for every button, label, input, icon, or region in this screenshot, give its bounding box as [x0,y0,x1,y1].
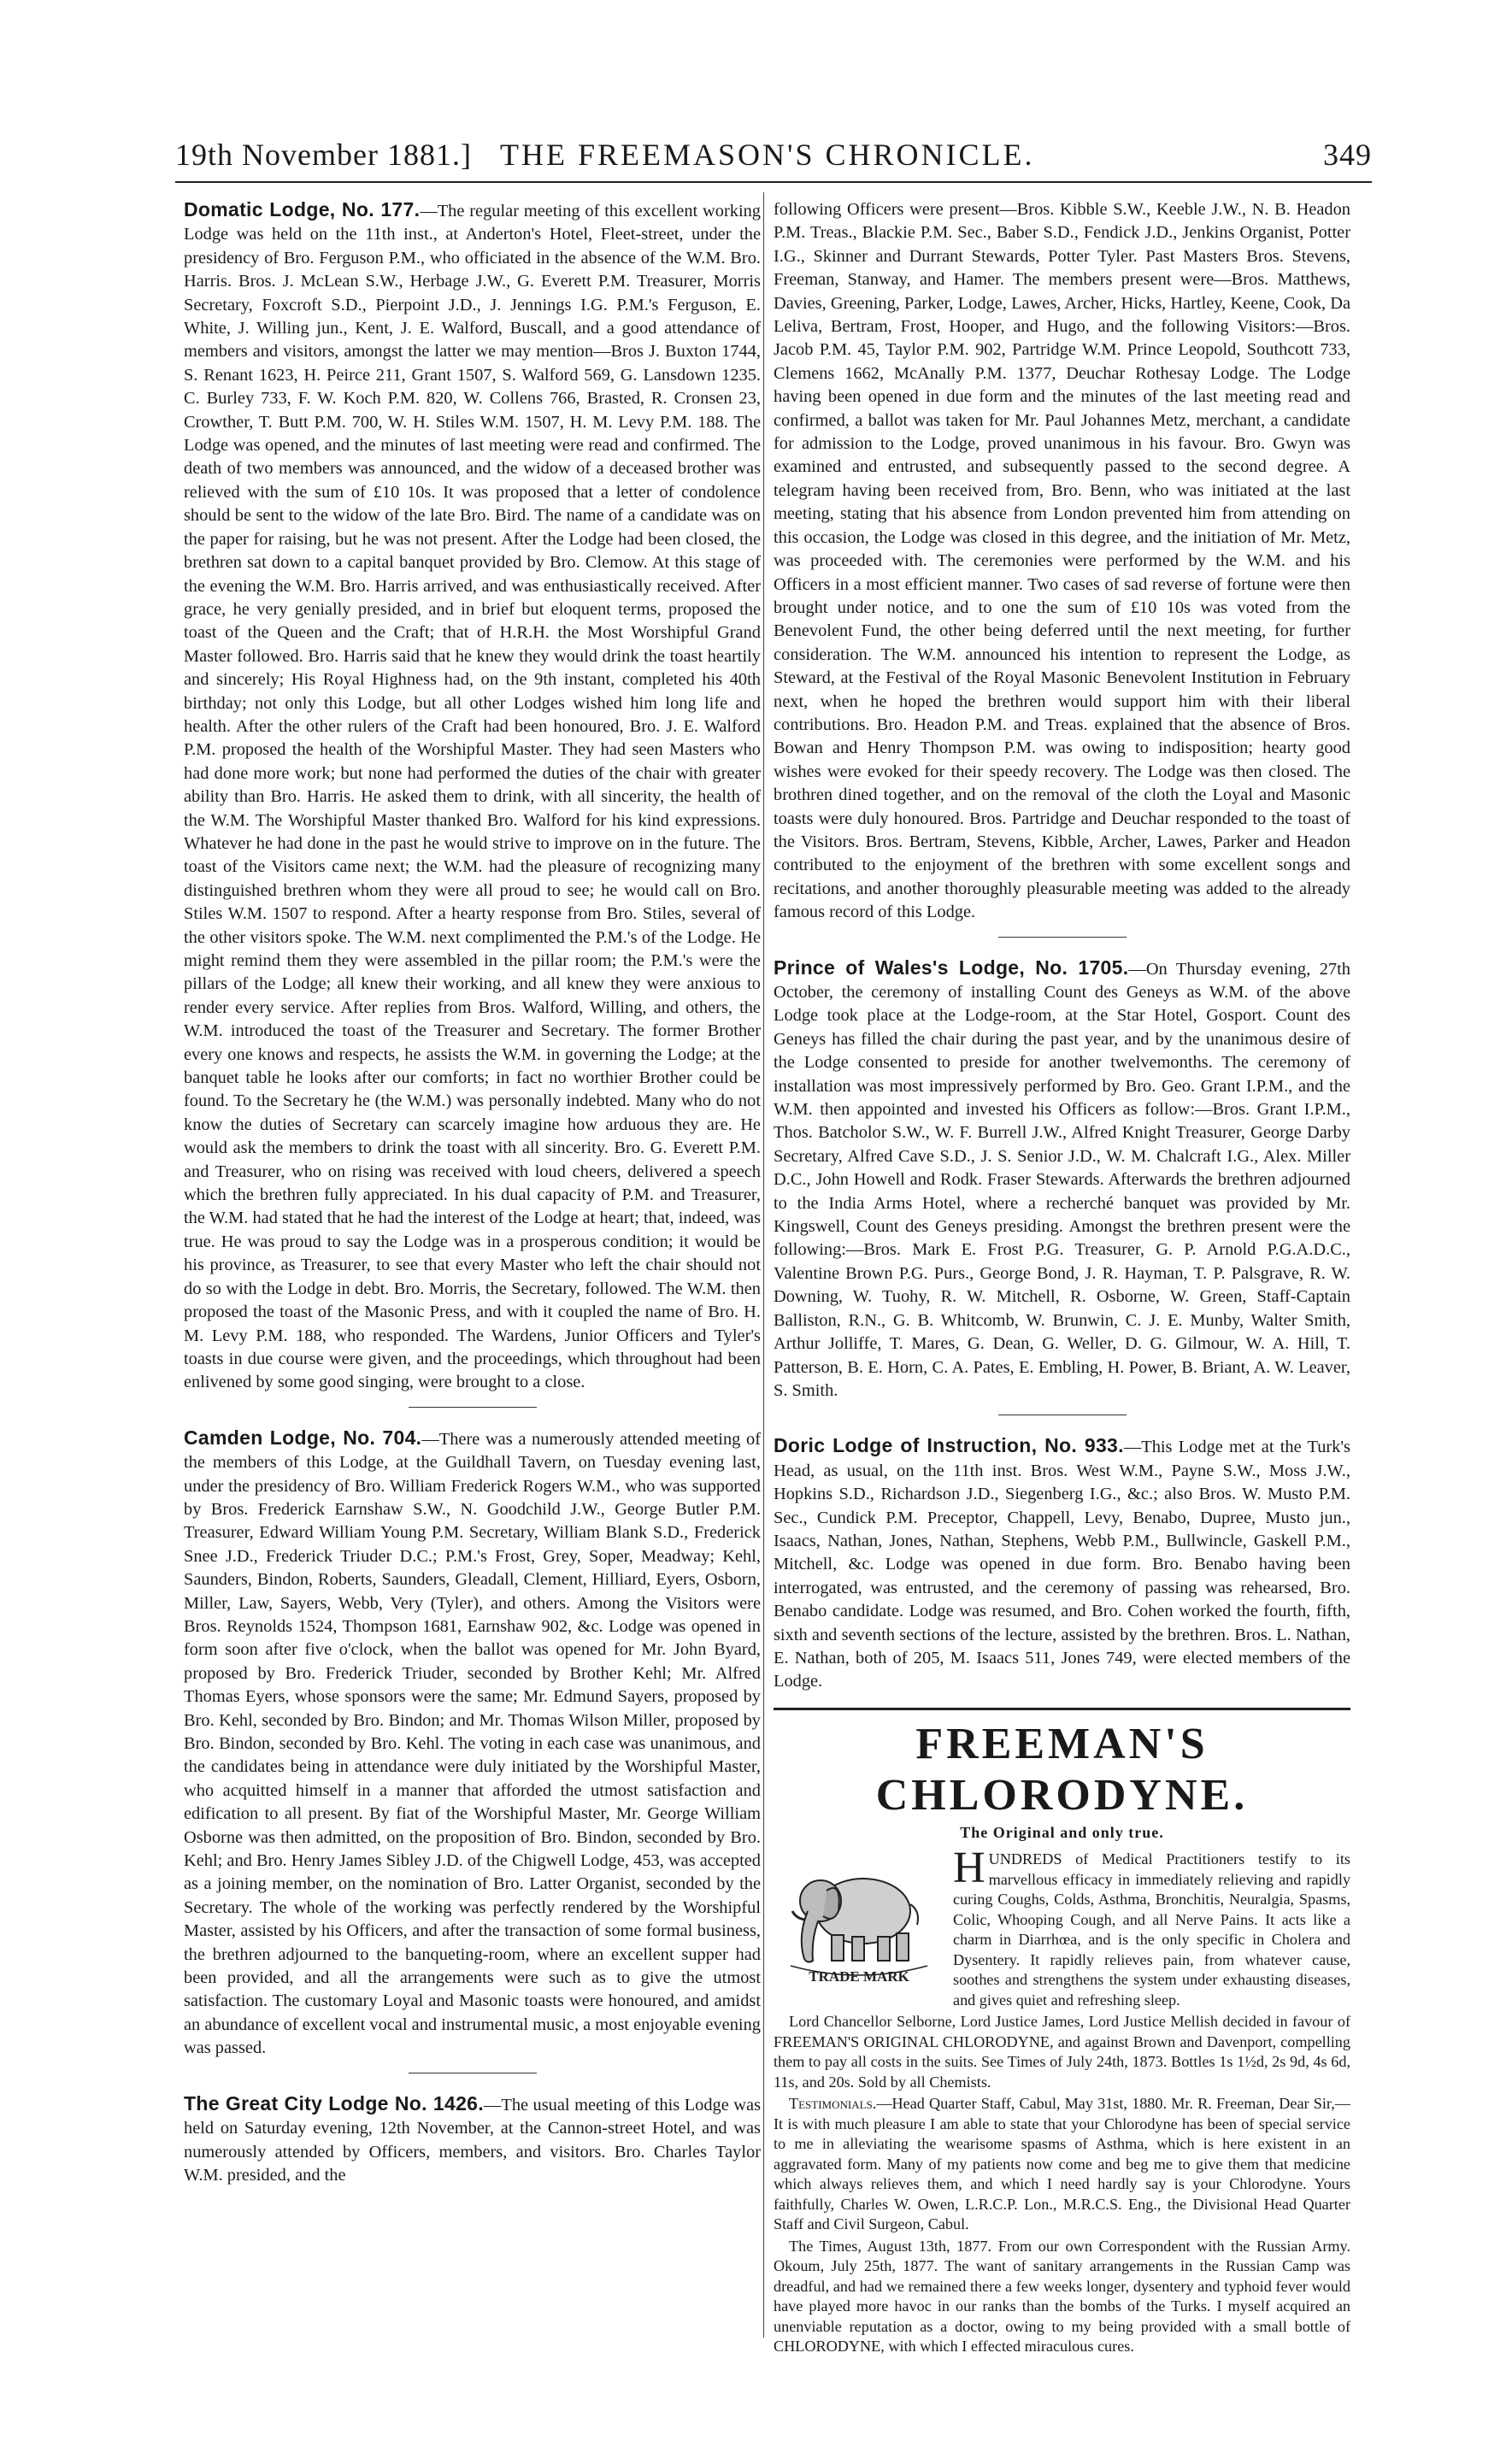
article-text: —This Lodge met at the Turk's Head, as usual, on the 11th inst. Bros. West W.M., Payne S.W., Moss J.W., Hopkins S.D., Richardson J.D., Siegenberg I.G., &c.; also Bros. W. Musto P.M. Sec., Cundick P.M. Preceptor, Chappell, Levy, Benabo, Dupree, Musto jun., Isaacs, Nathan, Jones, Nathan, Stephens, Webb P.M., Bullwincle, Gaskell P.M., Mitchell, &c. Lodge was opened in due form. Bro. Benabo having been interrogated, was entrusted, and the ceremony of passing was rehearsed, Bro. Benabo candidate. Lodge was resumed, and Bro. Cohen worked the fourth, fifth, sixth and seventh sections of the lecture, assisted by the brethren. Bros. L. Nathan, E. Nathan, both of 205, M. Isaacs 511, Jones 749, were elected members of the Lodge. [774,1438,1350,1691]
publication-title: THE FREEMASON'S CHRONICLE. [500,138,1035,172]
advert-lead-text: UNDREDS of Medical Practitioners testify to its marvellous efficacy in immediately relieving and rapidly curing Coughs, Colds, Asthma, Bronchitis, Neuralgia, Spasms, Colic, Whooping Cough, and all Nerve Pains. It acts like a charm in Diarrhœa, and is the only specific in Cholera and Dysentery. It rapidly relieves pain, from whatever cause, soothes and strengthens the system under exhausting diseases, and gives quiet and refreshing sleep. [953,1850,1350,2009]
right-column [774,198,1350,2359]
page-number: 349 [1323,138,1372,172]
article-text: —On Thursday evening, 27th October, the ceremony of installing Count des Geneys as W.M. of the above Lodge took place at the Lodge-room, at the Star Hotel, Gosport. Count des Geneys has filled the chair during the past year, and by the unanimous desire of the Lodge consented to preside for another twelvemonths. The ceremony of installation was most impressively performed by Bro. Geo. Grant I.P.M., and the W.M. then appointed and invested his Officers as follow:—Bros. Grant I.P.M., Thos. Batcholor S.W., W. F. Burrell J.W., Alfred Knight Treasurer, George Darby Secretary, Alfred Cave S.D., J. S. Senior J.D., W. M. Chalcraft I.G., Alex. Miller D.C., John Howell and Rodk. Fraser Stewards. Afterwards the brethren adjourned to the India Arms Hotel, where a recherché banquet was provided by Mr. Kingswell, Count des Geneys presiding. Amongst the brethren present were the following:—Bros. Mark E. Frost P.G. Treasurer, G. P. Arnold P.G.A.D.C., Valentine Brown P.G. Purs., George Bond, J. R. Hayman, T. P. Palsgrave, R. W. Downing, W. Tuohy, R. W. Mitchell, R. Osborne, W. Green, Staff-Captain Balliston, R.N., G. B. Whitcomb, W. Brunwin, C. J. E. Munby, Walter Smith, Arthur Jolliffe, T. Mares, G. Dean, G. Weller, D. G. Gilmour, W. A. Hill, T. Patterson, B. E. Horn, C. A. Pates, E. Embling, H. Power, B. Briant, A. W. Leaver, S. Smith. [774,959,1350,1400]
advert-paragraph: The Times, August 13th, 1877. From our own Correspondent with the Russian Army. Okoum, July 25th, 1877. The want of sanitary arrangements in the Russian Camp was dreadful, and had we remained there a few weeks longer, dysentery and typhoid fever would have played more havoc in our ranks than the bombs of the Turks. I myself acquired an unenviable reputation as a doctor, owing to my being provided with a small bottle of CHLORODYNE, with which I effected miraculous cures. [774,2237,1350,2356]
advert-title: FREEMAN'S CHLORODYNE. [875,1719,1249,1820]
article-heading: Doric Lodge of Instruction, No. 933. [774,1434,1124,1457]
advert-paragraph: Lord Chancellor Selborne, Lord Justice James, Lord Justice Mellish decided in favour of FREEMAN'S ORIGINAL CHLORODYNE, and against Brown and Davenport, compelling them to pay all costs in the suits. See Times of July 24th, 1873. Bottles 1s 1½d, 2s 9d, 4s 6d, 11s, and 20s. Sold by all Chemists. [774,2013,1350,2091]
article-body [184,2092,761,2188]
testimonials-label: Testimonials. [789,2095,877,2113]
article-text: following Officers were present—Bros. Kibble S.W., Keeble J.W., N. B. Headon P.M. Treas., Blackie P.M. Sec., Baber S.D., Fendick J.D., Jenkins Organist, Potter I.G., Skinner and Durrant Stewards, Potter Tyler. Past Masters Bros. Stevens, Freeman, Stanway, and Hamer. The members present were—Bros. Matthews, Davies, Greening, Parker, Lodge, Lawes, Archer, Hicks, Hartley, Keene, Cook, Da Leliva, Bertram, Frost, Hooper, and Hugo, and the following Visitors:—Bros. Jacob P.M. 45, Taylor P.M. 902, Partridge W.M. Prince Leopold, Southcott 733, Clemens 1662, McAnally P.M. 1377, Deuchar Rothesay Lodge. The Lodge having been opened in due form and the minutes of the last meeting read and confirmed, a ballot was taken for Mr. Paul Johannes Metz, merchant, a candidate for admission to the Lodge, proved unanimous in his favour. Bro. Gwyn was examined and entrusted, and subsequently passed to the second degree. A telegram having been received from, Bro. Benn, who was initiated at the last meeting, stating that his absence from London prevented him from attending on this occasion, the Lodge was closed in this degree, and the initiation of Mr. Metz, was proceeded with. The ceremonies were performed by the W.M. and his Officers in a most efficient manner. Two cases of sad reverse of fortune were then brought under notice, and to one the sum of £10 10s was voted from the Benevolent Fund, the other being deferred until the next meeting, for further consideration. The W.M. announced his intention to represent the Lodge, as Steward, at the Festival of the Royal Masonic Benevolent Institution in February next, when he hoped the brethren would support him with their liberal contributions. Bro. Headon P.M. and Treas. explained that the absence of Bros. Bowan and Henry Thompson P.M. was owing to indisposition; hearty good wishes were evoked for their speedy recovery. The Lodge was then closed. The brothren dined together, and on the removal of the cloth the Loyal and Masonic toasts were duly honoured. Bros. Partridge and Deuchar responded to the toast of the Visitors. Bros. Bertram, Stevens, Kibble, Archer, Lawes, Parker and Headon contributed to the enjoyment of the brethren with some excellent songs and recitations, and another thoroughly pleasurable meeting was added to the already famous record of this Lodge. [774,200,1350,922]
article-body [774,1434,1350,1693]
article-separator [998,937,1127,938]
article-heading: The Great City Lodge No. 1426. [184,2091,484,2115]
article-text: —There was a numerously attended meeting of the members of this Lodge, at the Guildhall Tavern, on Tuesday evening last, under the presidency of Bro. William Frederick Rogers W.M., who was supported by Bros. Frederick Earnshaw S.W., N. Goodchild J.W., George Butler P.M. Treasurer, Edward William Young P.M. Secretary, William Blank S.D., Frederick Snee J.D., Frederick Triuder D.C.; P.M.'s Frost, Grey, Soper, Meadway; Kehl, Saunders, Bindon, Roberts, Saunders, Gleadall, Clement, Hilliard, Eyers, Osborn, Miller, Law, Sayers, Webb, Very (Tyler), and others. Among the Visitors were Bros. Reynolds 1524, Thompson 1681, Earnshaw 902, &c. Lodge was opened in form soon after five o'clock, when the ballot was opened for Mr. John Byard, proposed by Bro. Frederick Triuder, seconded by Brother Kehl; Mr. Alfred Thomas Eyers, whose sponsors were the same; Mr. Edmund Sayers, proposed by Bro. Kehl, seconded by Bro. Bindon; and Mr. Thomas Wilson Miller, proposed by Bro. Bindon, seconded by Bro. Kehl. The voting in each case was unanimous, and the candidates being in attendance were duly initiated by the Worshipful Master, who acquitted himself in a manner that afforded the utmost satisfaction and edification to all present. By fiat of the Worshipful Master, Mr. George William Osborne was then admitted, on the proposition of Bro. Bindon, seconded by Bro. Kehl; and Bro. Henry James Sibley J.D. of the Chigwell Lodge, 453, was accepted as a joining member, on the nomination of Bro. Latter Organist, seconded by the Secretary. The whole of the working was perfectly rendered by the Worshipful Master, assisted by his Officers, and after the transaction of some formal business, the brethren adjourned to the banqueting-room, where an excellent supper had been provided, and all the arrangements were such as to give the utmost satisfaction. The customary Loyal and Masonic toasts were honoured, and amidst an abundance of excellent vocal and instrumental music, a most enjoyable evening was passed. [184,1429,762,2058]
advert-subtitle: The Original and only true. [960,1823,1164,1841]
article-body [774,956,1350,1403]
left-column [184,198,761,2199]
article-domatic-lodge [184,198,761,1395]
article-body [184,198,761,1395]
article-camden-lodge [184,1426,761,2061]
advert-lead-paragraph [774,1844,1350,2010]
article-great-city-lodge [184,2092,761,2188]
testimonial-text: —Head Quarter Staff, Cabul, May 31st, 1880. Mr. R. Freeman, Dear Sir,—It is with much pleasure I am able to state that your Chlorodyne has been of special service to me in alleviating the wearisome spasms of Asthma, which is here existent in an aggravated form. Many of my patients now come and beg me to give them that medicine which always relieves them, and which I need hardly say is your Chlorodyne. Yours faithfully, Charles W. Owen, L.R.C.P. Lon., M.R.C.S. Eng., the Divisional Head Quarter Staff and Civil Surgeon, Cabul. [774,2095,1350,2233]
column-divider [763,192,764,2338]
article-prince-of-wales-lodge [774,956,1350,1403]
article-text: —The usual meeting of this Lodge was held on Saturday evening, 12th November, at the Cannon-street Hotel, and was numerously attended by Officers, members, and visitors. Bro. Charles Taylor W.M. presided, and the [184,2095,762,2185]
article-heading: Prince of Wales's Lodge, No. 1705. [774,956,1129,979]
issue-date: 19th November 1881.] [175,138,472,172]
article-separator [409,1407,537,1408]
advert-body [774,1844,1350,2357]
masthead [175,135,1372,178]
article-great-city-continued [774,198,1350,925]
advert-dropcap: H [953,1844,985,1893]
advert-testimonial-paragraph [774,2094,1350,2235]
advertisement-chlorodyne [774,1708,1350,2357]
article-heading: Domatic Lodge, No. 177. [184,198,421,221]
elephant-trademark-icon [774,1851,944,1988]
masthead-rule [175,181,1372,183]
article-heading: Camden Lodge, No. 704. [184,1426,422,1449]
article-doric-lodge [774,1434,1350,1693]
article-body [184,1426,761,2061]
article-text: —The regular meeting of this excellent working Lodge was held on the 11th inst., at Anderton's Hotel, Fleet-street, under the presidency of Bro. Ferguson P.M., who officiated in the absence of the W.M. Bro. Harris. Bros. J. McLean S.W., Herbage J.W., G. Everett P.M. Treasurer, Morris Secretary, Foxcroft S.D., Pierpoint J.D., J. Jennings I.G. P.M.'s Ferguson, E. White, J. Willing jun., Kent, J. E. Walford, Buscall, and a good attendance of members and visitors, amongst the latter we may mention—Bros J. Buxton 1744, S. Renant 1623, H. Peirce 211, Grant 1507, S. Walford 569, G. Lansdown 1235. C. Burley 733, F. W. Koch P.M. 820, W. Collens 766, Brasted, R. Cronsen 23, Crowther, T. Butt P.M. 700, W. H. Stiles W.M. 1507, H. M. Levy P.M. 188. The Lodge was opened, and the minutes of last meeting were read and confirmed. The death of two members was announced, and the widow of a deceased brother was relieved with the sum of £10 10s. It was proposed that a letter of condolence should be sent to the widow of the late Bro. Bird. The name of a candidate was on the paper for raising, but he was not present. After the Lodge had been closed, the brethren sat down to a capital banquet provided by Bro. Clemow. At this stage of the evening the W.M. Bro. Harris arrived, and was enthusiastically received. After grace, he very genially presided, and in brief but eloquent terms, proposed the toast of the Queen and the Craft; that of H.R.H. the Most Worshipful Grand Master followed. Bro. Harris said that he knew they would drink the toast heartily and sincerely; His Royal Highness had, on the 9th instant, completed his 40th birthday; not only this Lodge, but all other Lodges wished him long life and health. After the other rulers of the Craft had been honoured, Bro. J. E. Walford P.M. proposed the health of the Worshipful Master. They had seen Masters who had done more work; but none had performed the duties of the chair with greater ability than Bro. Harris. He asked them to drink, with all sincerity, the health of the W.M. The Worshipful Master thanked Bro. Walford for his kind expressions. Whatever he had done in the past he would strive to improve on in the future. The toast of the Visitors came next; the W.M. had the pleasure of recognizing many distinguished brethren whom they were all proud to see; he would call on Bro. Stiles W.M. 1507 to respond. After a hearty response from Bro. Stiles, several of the other visitors spoke. The W.M. next complimented the P.M.'s of the Lodge. He might remind them they were assembled in the pillar room; the P.M.'s were the pillars of the Lodge; all knew their working, and all knew they were anxious to render every service. After replies from Bros. Walford, Willing, and others, the W.M. introduced the toast of the Treasurer and Secretary. The former Brother every one knows and respects, he assists the W.M. in governing the Lodge; at the banquet table he looks after our comforts; in fact no worthier Brother could be found. To the Secretary he (the W.M.) was personally indebted. Many who do not know the duties of Secretary can scarcely imagine how arduous they are. He would ask the members to drink the toast with all sincerity. Bro. G. Everett P.M. and Treasurer, who on rising was received with loud cheers, delivered a speech which the brethren fully appreciated. In his dual capacity of P.M. and Treasurer, the W.M. had stated that he had the interest of the Lodge at heart; that, indeed, was true. He was proud to say the Lodge was in a prosperous condition; it would be his province, as Treasurer, to see that every Master who left the chair should not do so with the Lodge in debt. Bro. Morris, the Secretary, followed. The W.M. then proposed the toast of the Masonic Press, and with it coupled the name of Bro. H. M. Levy P.M. 188, who responded. The Wardens, Junior Officers and Tyler's toasts in due course were given, and the proceedings, which throughout had been enlivened by some good singing, were brought to a close. [184,202,761,1392]
trade-mark-label: TRADE MARK [809,1968,909,1985]
